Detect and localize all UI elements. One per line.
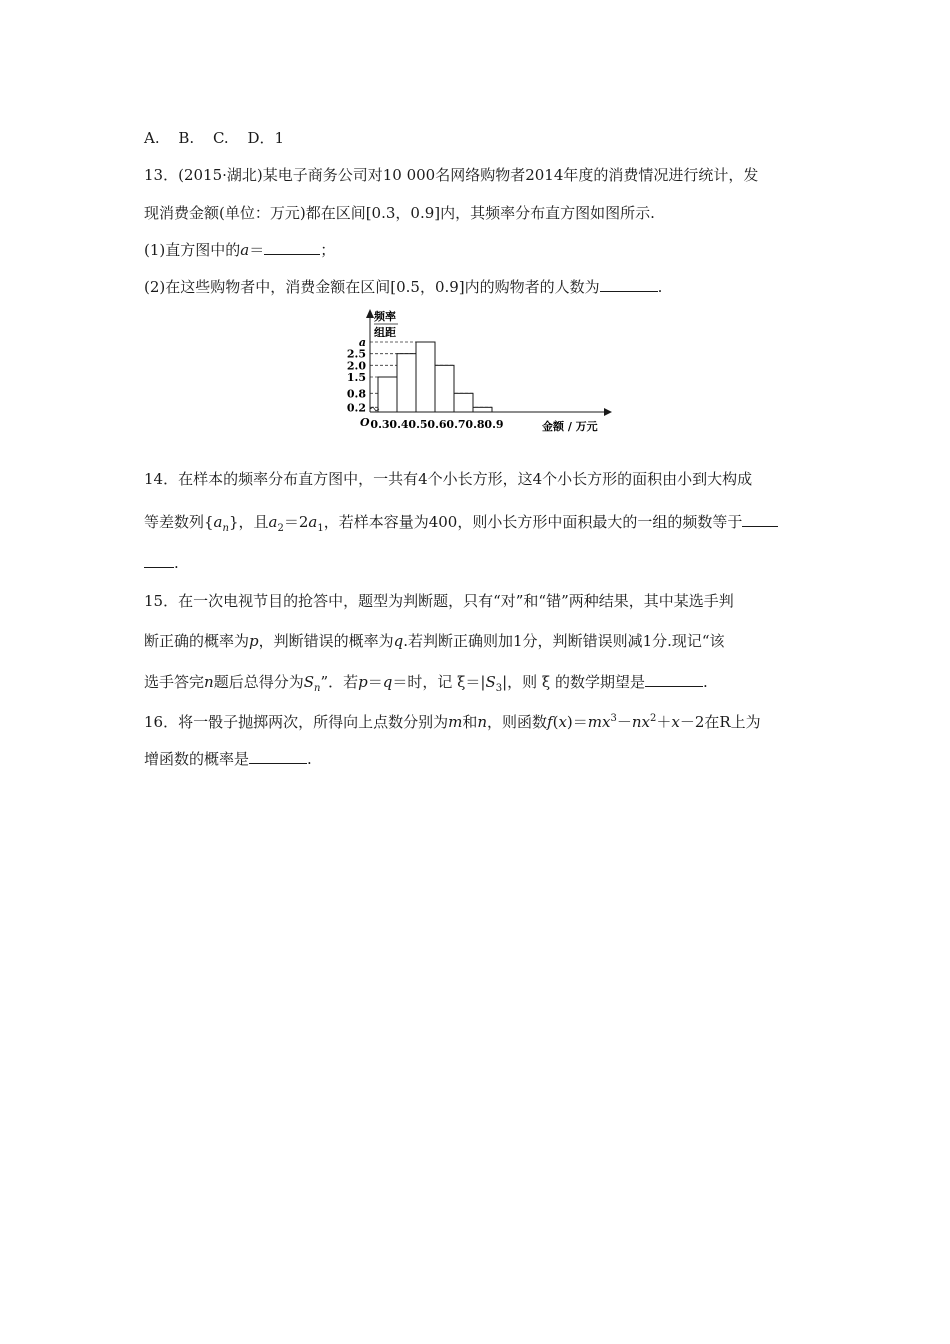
- answer-blank-continued: [144, 553, 174, 568]
- q15-line3: [144, 672, 708, 699]
- q14-sub-1: 1: [317, 523, 324, 534]
- q16-var-m: m: [448, 713, 463, 731]
- answer-blank: [742, 512, 778, 527]
- q15-text: ＝: [367, 673, 383, 691]
- q16-var-nx: nx: [631, 713, 650, 731]
- q14-line3: [144, 553, 179, 573]
- x-tick-label: 0.8: [465, 418, 485, 431]
- y-tick-label: 2.5: [346, 347, 366, 361]
- x-tick-labels: [370, 418, 503, 431]
- q13-part2-prefix: (2)在这些购物者中，消费金额在区间[0.5，0.9]内的购物者的人数为: [144, 278, 600, 296]
- q16-text: (: [552, 713, 559, 731]
- q16-var-x: x: [671, 713, 680, 731]
- q14-var-a2: a: [268, 513, 278, 531]
- q15-line2: [144, 631, 725, 651]
- q16-text: －2在R上为: [679, 713, 761, 731]
- y-tick-label: 0.2: [346, 401, 366, 415]
- histogram-bar: [473, 407, 492, 412]
- histogram-bar: [378, 377, 397, 412]
- q13-part1-suffix: ；: [320, 241, 336, 259]
- choice-a: A.: [144, 129, 160, 147]
- y-tick-labels: [347, 336, 366, 414]
- q13-part1-eq: ＝: [249, 241, 265, 259]
- y-label-top: 频率: [374, 310, 396, 323]
- q13-line1: 13．(2015·湖北)某电子商务公司对10 000名网络购物者2014年度的消费情况进行统计，发: [144, 166, 759, 184]
- x-axis-label: 金额 / 万元: [542, 420, 598, 433]
- q14-var-a: a: [213, 513, 223, 531]
- q16-text: 16．将一骰子抛掷两次，所得向上点数分别为: [144, 713, 449, 731]
- q16-sup-3: 3: [610, 713, 617, 724]
- answer-blank: [249, 749, 307, 764]
- choice-c: C.: [212, 129, 229, 147]
- q16-text: )＝: [566, 713, 588, 731]
- answer-blank: [264, 240, 320, 255]
- q15-var-q: q: [382, 673, 393, 691]
- q12-choices: [144, 128, 298, 148]
- q15-text: |，则 ξ 的数学期望是: [502, 673, 645, 691]
- q14-suffix: .: [174, 554, 179, 572]
- q13-part1: [144, 240, 335, 260]
- choice-d: D．1: [247, 129, 285, 147]
- q13-line2: 现消费金额(单位：万元)都在区间[0.3，0.9]内，其频率分布直方图如图所示.: [144, 204, 655, 222]
- y-tick-label: 1.5: [346, 371, 366, 384]
- q14-text: ＝2: [283, 513, 309, 531]
- q14-sub-n: n: [222, 523, 229, 534]
- x-tick-label: 0.5: [408, 418, 428, 431]
- q13-part2: [144, 277, 662, 297]
- q16-text: ，则函数: [487, 713, 548, 731]
- q15-var-q: q: [393, 632, 404, 650]
- q16-var-n: n: [477, 713, 488, 731]
- y-tick-label: 2.0: [346, 359, 366, 373]
- q14-var-a1: a: [308, 513, 318, 531]
- q14-text: 等差数列{: [144, 513, 214, 531]
- q15-var-S3: S: [485, 673, 496, 691]
- q13-part2-suffix: .: [657, 278, 663, 296]
- q14-text: }，且: [228, 513, 269, 531]
- q16-suffix: .: [307, 750, 312, 768]
- x-tick-label: 0.9: [484, 418, 504, 431]
- q16-text: 增函数的概率是: [144, 750, 250, 768]
- q16-text: 和: [462, 713, 478, 731]
- q13-var-a: a: [240, 241, 250, 259]
- q15-text: .若判断正确则加1分，判断错误则减1分.现记“该: [403, 632, 725, 650]
- q15-var-n: n: [204, 673, 214, 691]
- histogram-bar: [397, 354, 416, 412]
- q16-sup-2: 2: [649, 713, 657, 724]
- histogram-bar: [454, 393, 473, 412]
- q16-var-mx: mx: [587, 713, 611, 731]
- y-tick-label: 0.8: [346, 387, 366, 401]
- x-tick-label: 0.3: [370, 418, 390, 431]
- q15-var-p: p: [358, 673, 368, 691]
- y-axis-arrow: [366, 309, 374, 318]
- q15-sub-3: 3: [495, 683, 503, 694]
- x-tick-label: 0.6: [427, 418, 447, 431]
- q15-text: ，判断错误的概率为: [258, 632, 394, 650]
- q15-sub-n: n: [313, 683, 321, 694]
- answer-blank: [600, 277, 658, 292]
- y-label-bottom: 组距: [374, 326, 396, 339]
- q16-text: ＋: [656, 713, 672, 731]
- q15-text: 断正确的概率为: [144, 632, 250, 650]
- answer-blank: [645, 672, 703, 687]
- q16-text: －: [616, 713, 632, 731]
- q15-text: ”．若: [320, 673, 359, 691]
- q14-text: ，若样本容量为400，则小长方形中面积最大的一组的频数等于: [323, 513, 743, 531]
- q15-text: ＝时，记 ξ＝|: [392, 673, 486, 691]
- q14-sub-2: 2: [277, 523, 284, 534]
- q15-text: 选手答完: [144, 673, 205, 691]
- q15-var-p: p: [249, 632, 259, 650]
- q16-line2: [144, 749, 312, 769]
- x-tick-label: 0.4: [389, 418, 409, 431]
- y-tick-label: a: [358, 336, 366, 349]
- q15-text: 题后总得分为: [213, 673, 304, 691]
- frequency-histogram: [330, 306, 620, 438]
- q15-line1: 15．在一次电视节目的抢答中，题型为判断题，只有“对”和“错”两种结果，其中某选手判: [144, 592, 734, 610]
- q16-var-f: f: [547, 713, 553, 731]
- q14-line1: 14．在样本的频率分布直方图中，一共有4个小长方形，这4个小长方形的面积由小到大构成: [144, 470, 753, 488]
- q13-part1-prefix: (1)直方图中的: [144, 241, 241, 259]
- q14-line2: [144, 512, 778, 539]
- histogram-bars: [378, 342, 492, 412]
- q16-line1: [144, 709, 761, 732]
- choice-b: B.: [178, 129, 195, 147]
- histogram-bar: [416, 342, 435, 412]
- x-axis-arrow: [604, 408, 612, 416]
- x-tick-label: 0.7: [446, 418, 466, 431]
- q15-var-S: S: [303, 673, 314, 691]
- origin-label: O: [360, 416, 370, 429]
- histogram-bar: [435, 365, 454, 412]
- q16-var-x: x: [558, 713, 567, 731]
- q15-suffix: .: [702, 673, 708, 691]
